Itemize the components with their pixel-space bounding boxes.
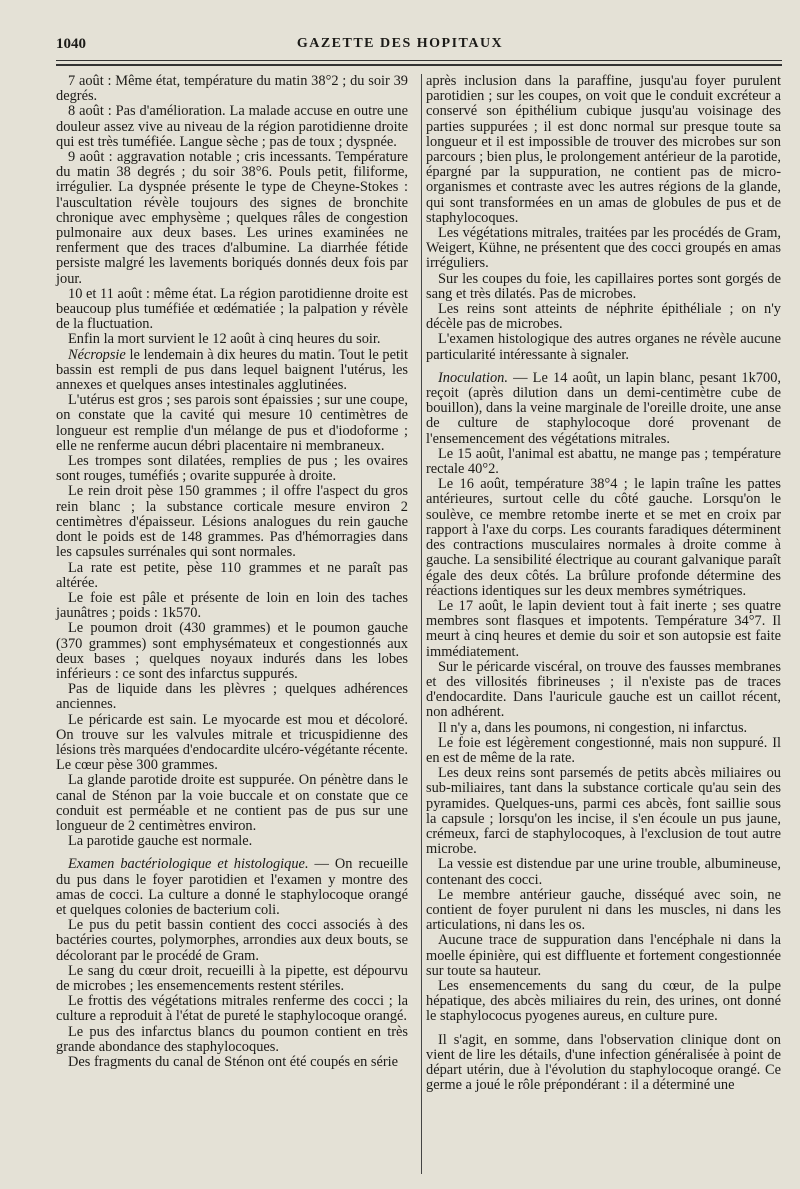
paragraph <box>56 713 408 774</box>
paragraph-lead: Inoculation. <box>438 369 508 386</box>
paragraph-text: Les trompes sont dilatées, remplies de pus ; les ovaires sont rouges, tuméfiés ; ovarite suppurée à droite. <box>56 453 408 485</box>
paragraph <box>56 287 408 333</box>
paragraph <box>56 994 408 1024</box>
paragraph-text: Le pus du petit bassin contient des cocci associés à des bactéries courtes, polymorphes, arrondies aux deux bouts, se décolorant par le procédé de Gram. <box>56 917 408 964</box>
paragraph-text: Les végétations mitrales, traitées par les procédés de Gram, Weigert, Kühne, ne présentent que des cocci groupés en amas irréguliers. <box>426 225 781 272</box>
paragraph-text: Le frottis des végétations mitrales renferme des cocci ; la culture a reproduit à l'état de pureté le staphylocoque orangé. <box>56 993 408 1025</box>
paragraph <box>56 773 408 834</box>
paragraph-text: La glande parotide droite est suppurée. On pénètre dans le canal de Sténon par la voie buccale et on constate que ce conduit est perméable et ne contient pas de pus sur une longueur de 2 centimètres environ. <box>56 772 408 834</box>
paragraph <box>56 484 408 560</box>
paragraph-text: Les reins sont atteints de néphrite épithéliale ; on n'y décèle pas de microbes. <box>426 301 781 333</box>
paragraph-text: le lendemain à dix heures du matin. Tout le petit bassin est rempli de pus dans lequel baignent l'utérus, les annexes et quelques anses intestinales agglutinées. <box>56 346 408 394</box>
paragraph-text: La parotide gauche est normale. <box>68 833 253 850</box>
paragraph-text: Le 16 août, température 38°4 ; le lapin traîne les pattes antérieures, surtout celle du côté gauche. Lorsqu'on le soulève, ce membre retombe inerte et se met en croix par rapport à l'axe du corps. Les courants faradiques déterminent des contractions musculaires normales à droite comme à gauche. La sensibilité électrique au courant galvanique paraît égale des deux côtés. La brûlure profonde détermine des réactions identiques sur les deux membres symétriques. <box>426 476 781 599</box>
paragraph-text: Il n'y a, dans les poumons, ni congestion, ni infarctus. <box>438 719 748 736</box>
paragraph-text: Le foie est légèrement congestionné, mais non suppuré. Il en est de même de la rate. <box>426 734 781 766</box>
paragraph <box>426 1033 781 1094</box>
paragraph <box>56 348 408 394</box>
paragraph <box>426 979 781 1025</box>
paragraph-text: Le pus des infarctus blancs du poumon contient en très grande abondance des staphylocoques. <box>56 1023 408 1055</box>
paragraph <box>56 682 408 712</box>
header-rule-thick <box>56 64 782 66</box>
paragraph <box>56 150 408 287</box>
paragraph-text: Des fragments du canal de Sténon ont été coupés en série <box>68 1054 399 1070</box>
left-column <box>56 74 408 1070</box>
paragraph <box>56 964 408 994</box>
paragraph-text: Le membre antérieur gauche, disséqué avec soin, ne contient de foyer purulent ni dans les muscles, ni dans les articulations, ni dans les os. <box>426 886 781 934</box>
paragraph <box>426 332 781 362</box>
paragraph <box>56 393 408 454</box>
paragraph <box>426 933 781 979</box>
paragraph-text: 9 août : aggravation notable ; cris incessants. Température du matin 38 degrés ; du soir 38°6. Pouls petit, filiforme, irrégulier. La dyspnée présente le type de Cheyne-Stokes : l'auscultation révèle toujours des signes de bronchite chronique avec emphysème ; quelques râles de congestion pulmonaire aux deux bases. Les urines examinées ne renferment que des traces d'albumine. La diarrhée fétide persiste malgré les lavements boriqués donnés deux fois par jour. <box>56 149 408 287</box>
page-header <box>0 34 800 58</box>
paragraph <box>426 477 781 599</box>
column-separator <box>421 74 422 1174</box>
paragraph-text: Le 17 août, le lapin devient tout à fait inerte ; ses quatre membres sont flasques et impotents. Température 34°7. Il meurt à cinq heures et demie du soir et son autopsie est faite immédiatement. <box>426 597 781 660</box>
paragraph-text: — Le 14 août, un lapin blanc, pesant 1k700, reçoit (après dilution dans un demi-centimètre cube de bouillon), dans la veine marginale de l'oreille droite, une anse de culture de staphylocoque doré provenant de l'ensemencement des végétations mitrales. <box>426 369 781 447</box>
paragraph-text: Le foie est pâle et présente de loin en loin des taches jaunâtres ; poids : 1k570. <box>56 589 408 622</box>
paragraph-text: Le sang du cœur droit, recueilli à la pipette, est dépourvu de microbes ; les ensemencements restent stériles. <box>56 962 408 994</box>
paragraph <box>426 371 781 447</box>
journal-title: GAZETTE DES HOPITAUX <box>296 36 504 51</box>
paragraph-text: après inclusion dans la paraffine, jusqu'au foyer purulent parotidien ; sur les coupes, on voit que le conduit excréteur a conservé son épithélium cubique jusqu'au voisinage des parties suppurées ; il est donc normal sur presque toute sa longueur et il est impossible de trouver des microbes sur son parcours ; bien plus, le prolongement antérieur de la parotide, épargné par la suppuration, ne contient pas de micro-organismes et contraste avec les autres régions de la glande, qui sont transformées en un amas de globules de pus et de staphylocoques. <box>426 73 781 226</box>
paragraph <box>56 918 408 964</box>
paragraph-lead: Nécropsie <box>68 346 126 363</box>
paragraph-text: Le rein droit pèse 150 grammes ; il offre l'aspect du gros rein blanc ; la substance corticale mesure environ 2 centimètres d'épaisseur. Lésions analogues du rein gauche dont le poids est de 148 grammes. Pas d'hémorragies dans les capsules surrénales qui sont normales. <box>56 483 408 561</box>
paragraph <box>56 74 408 104</box>
paragraph <box>56 857 408 918</box>
paragraph <box>56 591 408 621</box>
paragraph-text: La rate est petite, pèse 110 grammes et ne paraît pas altérée. <box>56 559 408 591</box>
right-column <box>426 74 781 1093</box>
paragraph <box>426 74 781 226</box>
paragraph <box>426 272 781 302</box>
paragraph-text: Les ensemencements du sang du cœur, de la pulpe hépatique, des abcès miliaires du rein, des urines, ont donné le staphylococus pyogenes aureus, en culture pure. <box>426 977 781 1025</box>
paragraph <box>426 857 781 887</box>
paragraph <box>56 834 408 849</box>
paragraph-text: 8 août : Pas d'amélioration. La malade accuse en outre une douleur assez vive au niveau de la région parotidienne droite qui est très tuméfiée. Langue sèche ; pas de toux ; dyspnée. <box>56 103 408 150</box>
paragraph-text: La vessie est distendue par une urine trouble, albumineuse, contenant des cocci. <box>426 856 781 888</box>
paragraph <box>426 721 781 736</box>
paragraph-text: Pas de liquide dans les plèvres ; quelques adhérences anciennes. <box>56 681 408 713</box>
paragraph-text: Il s'agit, en somme, dans l'observation clinique dont on vient de lire les détails, d'une infection généralisée à point de départ utérin, due à l'évolution du staphylocoque orangé. Ce germe a joué le rôle prépondérant : il a déterminé une <box>426 1031 781 1094</box>
paragraph <box>426 888 781 934</box>
paragraph-text: Le péricarde est sain. Le myocarde est mou et décoloré. On trouve sur les valvules mitrale et tricuspidienne des lésions très marquées d'endocardite ulcéro-végétante récente. Le cœur pèse 300 grammes. <box>56 711 408 774</box>
paragraph-text: Enfin la mort survient le 12 août à cinq heures du soir. <box>68 331 381 348</box>
paragraph-text: — On recueille du pus dans le foyer parotidien et l'examen y montre des amas de cocci. La culture a donné le staphylocoque orangé et quelques colonies de bacterium coli. <box>56 856 408 918</box>
paragraph-text: Le poumon droit (430 grammes) et le poumon gauche (370 grammes) sont emphysémateux et congestionnés aux deux bases ; quelques noyaux indurés dans les lobes inférieurs : ce sont des infarctus suppurés. <box>56 620 408 682</box>
paragraph-text: Les deux reins sont parsemés de petits abcès miliaires ou sub-miliaires, tant dans la substance corticale qu'au sein des pyramides. Quelques-uns, parmi ces abcès, font saillie sous la capsule ; lorsqu'on les incise, il s'en écoule un pus jaune, crémeux, farci de staphylocoques, à l'exclusion de tout autre microbe. <box>426 765 781 858</box>
paragraph-text: Sur les coupes du foie, les capillaires portes sont gorgés de sang et très dilatés. Pas de microbes. <box>426 270 781 302</box>
paragraph <box>56 621 408 682</box>
paragraph <box>426 226 781 272</box>
paragraph-text: L'examen histologique des autres organes ne révèle aucune particularité intéressante à signaler. <box>426 331 781 363</box>
paragraph-text: Sur le péricarde viscéral, on trouve des fausses membranes et des villosités fibrineuses ; il n'existe pas de traces d'endocardite. Dans l'auricule gauche est un caillot récent, non adhérent. <box>426 658 781 721</box>
paragraph-text: 10 et 11 août : même état. La région parotidienne droite est beaucoup plus tuméfiée et œdématiée ; la palpation y révèle de la fluctuation. <box>56 285 408 333</box>
paragraph <box>56 454 408 484</box>
header-rule <box>56 60 782 61</box>
paragraph <box>56 1055 408 1070</box>
page-number: 1040 <box>56 36 86 52</box>
paragraph-text: Aucune trace de suppuration dans l'encéphale ni dans la moelle épinière, qui est diffluente et fortement congestionnée sur toute sa hauteur. <box>426 932 781 979</box>
paragraph <box>56 104 408 150</box>
paragraph <box>426 766 781 857</box>
paragraph <box>426 447 781 477</box>
paragraph <box>426 660 781 721</box>
paragraph-text: 7 août : Même état, température du matin 38°2 ; du soir 39 degrés. <box>56 73 408 105</box>
paragraph-lead: Examen bactériologique et histologique. <box>68 856 309 873</box>
paragraph-text: Le 15 août, l'animal est abattu, ne mange pas ; température rectale 40°2. <box>426 445 781 478</box>
paragraph <box>426 599 781 660</box>
paragraph <box>56 332 408 347</box>
paragraph <box>56 1025 408 1055</box>
paragraph <box>56 561 408 591</box>
paragraph-text: L'utérus est gros ; ses parois sont épaissies ; sur une coupe, on constate que la cavité qui mesure 10 centimètres de longueur est remplie d'un mélange de pus et d'iodoforme ; elle ne renferme aucun débri placentaire ni membraneux. <box>56 392 408 454</box>
paragraph <box>426 736 781 766</box>
paragraph <box>426 302 781 332</box>
